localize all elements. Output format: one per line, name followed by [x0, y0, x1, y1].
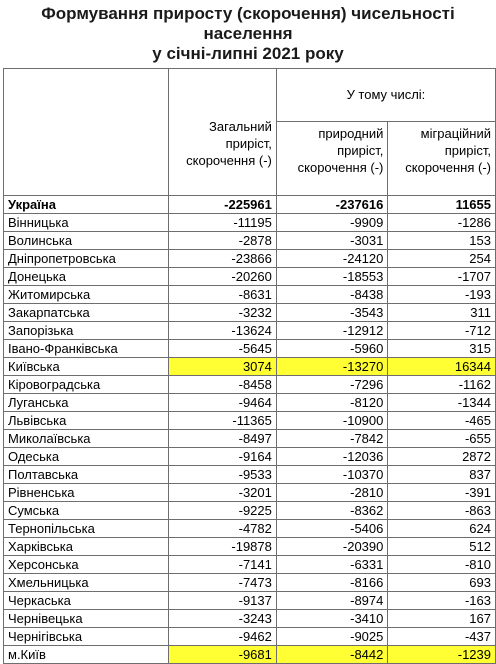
migration-value: 311 [388, 304, 496, 322]
page-title [0, 4, 496, 64]
total-growth-header [169, 69, 277, 196]
table-row [4, 232, 496, 250]
table-row-highlighted [4, 358, 496, 376]
total-value: -23866 [169, 250, 277, 268]
total-header-line-3: скорочення (-) [186, 153, 272, 168]
total-value: 3074 [169, 358, 277, 376]
migration-value: 837 [388, 466, 496, 484]
region-name: Львівська [4, 412, 169, 430]
table-row [4, 376, 496, 394]
migration-value: -163 [388, 592, 496, 610]
migration-value: -1162 [388, 376, 496, 394]
migration-header-line-2: приріст, [444, 142, 491, 158]
table-row [4, 448, 496, 466]
title-line-2: населення [203, 24, 293, 43]
natural-value: -3543 [276, 304, 388, 322]
region-name: Черкаська [4, 592, 169, 610]
region-header-cell [4, 69, 169, 196]
migration-value: -1239 [388, 646, 496, 664]
migration-value: 512 [388, 538, 496, 556]
region-name: Херсонська [4, 556, 169, 574]
total-value: -7473 [169, 574, 277, 592]
title-line-3: у січні-липні 2021 року [152, 44, 344, 63]
migration-value: 254 [388, 250, 496, 268]
region-name: Харківська [4, 538, 169, 556]
natural-value: -20390 [276, 538, 388, 556]
total-value: -8631 [169, 286, 277, 304]
table-row-highlighted [4, 646, 496, 664]
table-row [4, 214, 496, 232]
region-name: Донецька [4, 268, 169, 286]
region-name: Запорізька [4, 322, 169, 340]
migration-value: -810 [388, 556, 496, 574]
table-row [4, 538, 496, 556]
table-row [4, 574, 496, 592]
natural-value: -5960 [276, 340, 388, 358]
migration-value: -1344 [388, 394, 496, 412]
migration-value: -465 [388, 412, 496, 430]
total-value: -3232 [169, 304, 277, 322]
table-row [4, 466, 496, 484]
table-row [4, 502, 496, 520]
migration-value: 11655 [388, 196, 496, 214]
table-row [4, 556, 496, 574]
region-name: Луганська [4, 394, 169, 412]
region-name: Одеська [4, 448, 169, 466]
migration-value: -437 [388, 628, 496, 646]
total-value: -7141 [169, 556, 277, 574]
natural-value: -8974 [276, 592, 388, 610]
region-name: Київська [4, 358, 169, 376]
region-name: Волинська [4, 232, 169, 250]
natural-value: -18553 [276, 268, 388, 286]
region-name: Закарпатська [4, 304, 169, 322]
natural-value: -5406 [276, 520, 388, 538]
migration-value: -391 [388, 484, 496, 502]
migration-value: -655 [388, 430, 496, 448]
total-value: -19878 [169, 538, 277, 556]
table-row [4, 412, 496, 430]
total-value: -8497 [169, 430, 277, 448]
region-name: м.Київ [4, 646, 169, 664]
total-value: -9137 [169, 592, 277, 610]
natural-header-line-1: природний [318, 125, 384, 141]
migration-header-line-1: міграційний [420, 125, 491, 141]
total-value: -20260 [169, 268, 277, 286]
region-name: Рівненська [4, 484, 169, 502]
region-name: Сумська [4, 502, 169, 520]
table-row [4, 628, 496, 646]
total-value: -9464 [169, 394, 277, 412]
total-header-line-1: Загальний [209, 119, 272, 134]
table-row [4, 250, 496, 268]
natural-value: -12036 [276, 448, 388, 466]
table-row [4, 394, 496, 412]
table-row [4, 520, 496, 538]
table-row [4, 322, 496, 340]
region-name: Кіровоградська [4, 376, 169, 394]
natural-value: -24120 [276, 250, 388, 268]
region-name: Дніпропетровська [4, 250, 169, 268]
migration-value: -1286 [388, 214, 496, 232]
total-value: -225961 [169, 196, 277, 214]
total-value: -9533 [169, 466, 277, 484]
migration-value: -712 [388, 322, 496, 340]
natural-value: -8438 [276, 286, 388, 304]
region-name: Миколаївська [4, 430, 169, 448]
table-row [4, 592, 496, 610]
population-table [3, 68, 496, 664]
natural-value: -6331 [276, 556, 388, 574]
table-row [4, 304, 496, 322]
migration-value: -863 [388, 502, 496, 520]
natural-value: -237616 [276, 196, 388, 214]
natural-value: -8120 [276, 394, 388, 412]
natural-value: -8442 [276, 646, 388, 664]
natural-header-line-3: скорочення (-) [297, 159, 384, 175]
migration-value: -193 [388, 286, 496, 304]
natural-value: -3410 [276, 610, 388, 628]
migration-value: 153 [388, 232, 496, 250]
total-value: -4782 [169, 520, 277, 538]
migration-value: 624 [388, 520, 496, 538]
natural-value: -7296 [276, 376, 388, 394]
natural-value: -2810 [276, 484, 388, 502]
migration-value: 16344 [388, 358, 496, 376]
migration-value: 167 [388, 610, 496, 628]
region-name: Полтавська [4, 466, 169, 484]
table-row [4, 430, 496, 448]
region-name: Хмельницька [4, 574, 169, 592]
table-row [4, 340, 496, 358]
migration-growth-header [388, 121, 496, 195]
total-value: -9462 [169, 628, 277, 646]
region-name: Україна [4, 196, 169, 214]
natural-value: -8166 [276, 574, 388, 592]
region-name: Вінницька [4, 214, 169, 232]
total-value: -13624 [169, 322, 277, 340]
region-name: Івано-Франківська [4, 340, 169, 358]
total-value: -5645 [169, 340, 277, 358]
natural-value: -3031 [276, 232, 388, 250]
total-value: -11365 [169, 412, 277, 430]
total-value: -9681 [169, 646, 277, 664]
total-value: -9225 [169, 502, 277, 520]
including-header: У тому числі: [276, 69, 495, 122]
natural-value: -10370 [276, 466, 388, 484]
region-name: Чернівецька [4, 610, 169, 628]
region-name: Тернопільська [4, 520, 169, 538]
table-row [4, 268, 496, 286]
migration-value: 315 [388, 340, 496, 358]
total-value: -3201 [169, 484, 277, 502]
region-name: Чернігівська [4, 628, 169, 646]
table-row [4, 610, 496, 628]
total-value: -2878 [169, 232, 277, 250]
total-value: -9164 [169, 448, 277, 466]
total-header-line-2: приріст, [225, 136, 272, 151]
natural-value: -7842 [276, 430, 388, 448]
natural-value: -9025 [276, 628, 388, 646]
total-value: -11195 [169, 214, 277, 232]
total-value: -3243 [169, 610, 277, 628]
natural-value: -9909 [276, 214, 388, 232]
natural-value: -13270 [276, 358, 388, 376]
title-line-1: Формування приросту (скорочення) чисельності [41, 4, 455, 23]
migration-value: 2872 [388, 448, 496, 466]
total-value: -8458 [169, 376, 277, 394]
natural-value: -10900 [276, 412, 388, 430]
natural-value: -8362 [276, 502, 388, 520]
natural-value: -12912 [276, 322, 388, 340]
migration-header-line-3: скорочення (-) [405, 159, 491, 175]
table-row [4, 286, 496, 304]
region-name: Житомирська [4, 286, 169, 304]
natural-header-line-2: приріст, [337, 142, 384, 158]
table-row [4, 484, 496, 502]
migration-value: -1707 [388, 268, 496, 286]
migration-value: 693 [388, 574, 496, 592]
table-row-ukraine [4, 196, 496, 214]
natural-growth-header [276, 121, 388, 195]
